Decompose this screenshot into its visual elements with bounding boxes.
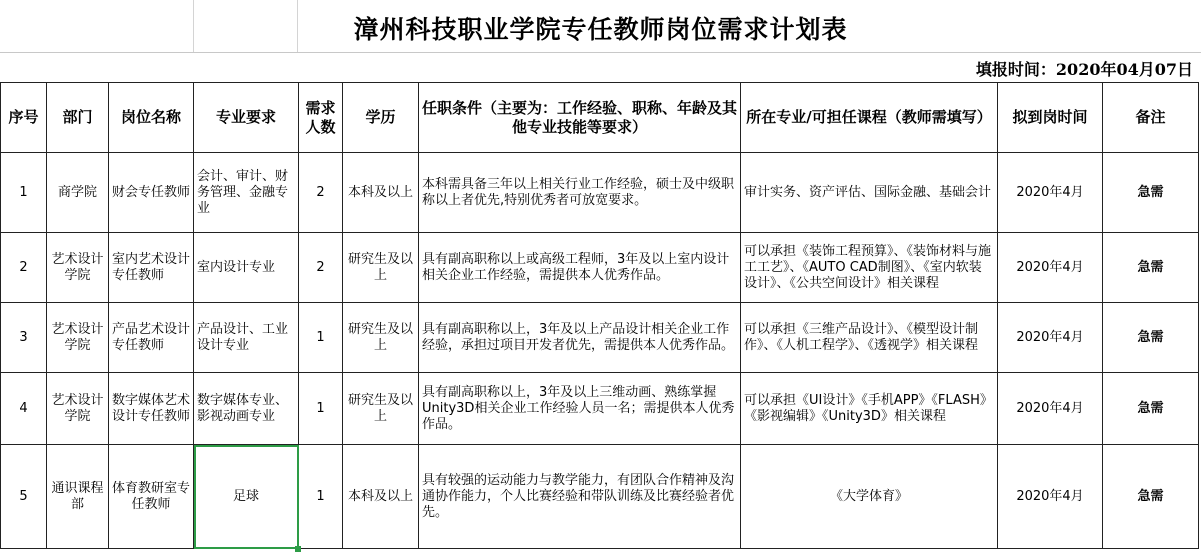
- cell-dept[interactable]: 艺术设计学院: [47, 233, 109, 303]
- header-requirements[interactable]: 任职条件（主要为：工作经验、职称、年龄及其他专业技能等要求）: [419, 83, 741, 153]
- cell-education[interactable]: 本科及以上: [343, 445, 419, 549]
- header-education[interactable]: 学历: [343, 83, 419, 153]
- cell-note[interactable]: 急需: [1103, 373, 1199, 445]
- cell-requirements[interactable]: 具有副高职称以上或高级工程师，3年及以上室内设计相关企业工作经验，需提供本人优秀作品。: [419, 233, 741, 303]
- cell-no[interactable]: 2: [1, 233, 47, 303]
- cell-no[interactable]: 5: [1, 445, 47, 549]
- header-arrival[interactable]: 拟到岗时间: [998, 83, 1103, 153]
- cell-courses[interactable]: 审计实务、资产评估、国际金融、基础会计: [741, 153, 998, 233]
- header-no[interactable]: 序号: [1, 83, 47, 153]
- cell-major-selected[interactable]: 足球: [194, 445, 299, 549]
- cell-major[interactable]: 产品设计、工业设计专业: [194, 303, 299, 373]
- cell-arrival[interactable]: 2020年4月: [998, 373, 1103, 445]
- cell-position[interactable]: 体育教研室专任教师: [109, 445, 194, 549]
- cell-note[interactable]: 急需: [1103, 153, 1199, 233]
- cell-count[interactable]: 1: [299, 373, 343, 445]
- cell-no[interactable]: 1: [1, 153, 47, 233]
- cell-note[interactable]: 急需: [1103, 445, 1199, 549]
- cell-requirements[interactable]: 具有副高职称以上，3年及以上产品设计相关企业工作经验，承担过项目开发者优先，需提供本人优秀作品。: [419, 303, 741, 373]
- cell-education[interactable]: 研究生及以上: [343, 303, 419, 373]
- title-row: [0, 0, 1201, 53]
- cell-courses[interactable]: 可以承担《UI设计》《手机APP》《FLASH》《影视编辑》《Unity3D》相关课程: [741, 373, 998, 445]
- cell-position[interactable]: 室内艺术设计专任教师: [109, 233, 194, 303]
- cell-count[interactable]: 1: [299, 303, 343, 373]
- cell-note[interactable]: 急需: [1103, 303, 1199, 373]
- fill-date: 填报时间：2020年04月07日: [975, 60, 1193, 79]
- cell-dept[interactable]: 通识课程部: [47, 445, 109, 549]
- cell-arrival[interactable]: 2020年4月: [998, 303, 1103, 373]
- table-row: [1, 373, 1199, 445]
- cell-education[interactable]: 研究生及以上: [343, 233, 419, 303]
- table-row: [1, 233, 1199, 303]
- cell-requirements[interactable]: 本科需具备三年以上相关行业工作经验，硕士及中级职称以上者优先,特别优秀者可放宽要求。: [419, 153, 741, 233]
- recruitment-table: [0, 82, 1199, 549]
- cell-courses[interactable]: 可以承担《三维产品设计》、《模型设计制作》、《人机工程学》、《透视学》相关课程: [741, 303, 998, 373]
- cell-requirements[interactable]: 具有副高职称以上，3年及以上三维动画、熟练掌握Unity3D相关企业工作经验人员一名；需提供本人优秀作品。: [419, 373, 741, 445]
- cell-dept[interactable]: 艺术设计学院: [47, 373, 109, 445]
- sheet-title: 漳州科技职业学院专任教师岗位需求计划表: [353, 15, 848, 44]
- cell-major[interactable]: 室内设计专业: [194, 233, 299, 303]
- cell-major[interactable]: 会计、审计、财务管理、金融专业: [194, 153, 299, 233]
- cell-arrival[interactable]: 2020年4月: [998, 233, 1103, 303]
- cell-courses[interactable]: 可以承担《装饰工程预算》、《装饰材料与施工工艺》、《AUTO CAD制图》、《室内软装设计》、《公共空间设计》相关课程: [741, 233, 998, 303]
- table-row: [1, 303, 1199, 373]
- cell-dept[interactable]: 艺术设计学院: [47, 303, 109, 373]
- cell-arrival[interactable]: 2020年4月: [998, 153, 1103, 233]
- header-row: [1, 83, 1199, 153]
- header-major[interactable]: 专业要求: [194, 83, 299, 153]
- cell-arrival[interactable]: 2020年4月: [998, 445, 1103, 549]
- date-row: [0, 52, 1201, 82]
- cell-dept[interactable]: 商学院: [47, 153, 109, 233]
- cell-position[interactable]: 产品艺术设计专任教师: [109, 303, 194, 373]
- cell-major[interactable]: 数字媒体专业、影视动画专业: [194, 373, 299, 445]
- header-count[interactable]: 需求人数: [299, 83, 343, 153]
- cell-count[interactable]: 2: [299, 233, 343, 303]
- cell-no[interactable]: 4: [1, 373, 47, 445]
- cell-position[interactable]: 数字媒体艺术设计专任教师: [109, 373, 194, 445]
- cell-count[interactable]: 1: [299, 445, 343, 549]
- header-dept[interactable]: 部门: [47, 83, 109, 153]
- cell-requirements[interactable]: 具有较强的运动能力与教学能力，有团队合作精神及沟通协作能力，个人比赛经验和带队训练及比赛经验者优先。: [419, 445, 741, 549]
- fill-handle[interactable]: [295, 546, 301, 552]
- table-row: [1, 153, 1199, 233]
- cell-education[interactable]: 本科及以上: [343, 153, 419, 233]
- cell-education[interactable]: 研究生及以上: [343, 373, 419, 445]
- header-note[interactable]: 备注: [1103, 83, 1199, 153]
- table-row: [1, 445, 1199, 549]
- header-position[interactable]: 岗位名称: [109, 83, 194, 153]
- cell-courses[interactable]: 《大学体育》: [741, 445, 998, 549]
- cell-count[interactable]: 2: [299, 153, 343, 233]
- cell-position[interactable]: 财会专任教师: [109, 153, 194, 233]
- cell-note[interactable]: 急需: [1103, 233, 1199, 303]
- header-courses[interactable]: 所在专业/可担任课程（教师需填写）: [741, 83, 998, 153]
- cell-no[interactable]: 3: [1, 303, 47, 373]
